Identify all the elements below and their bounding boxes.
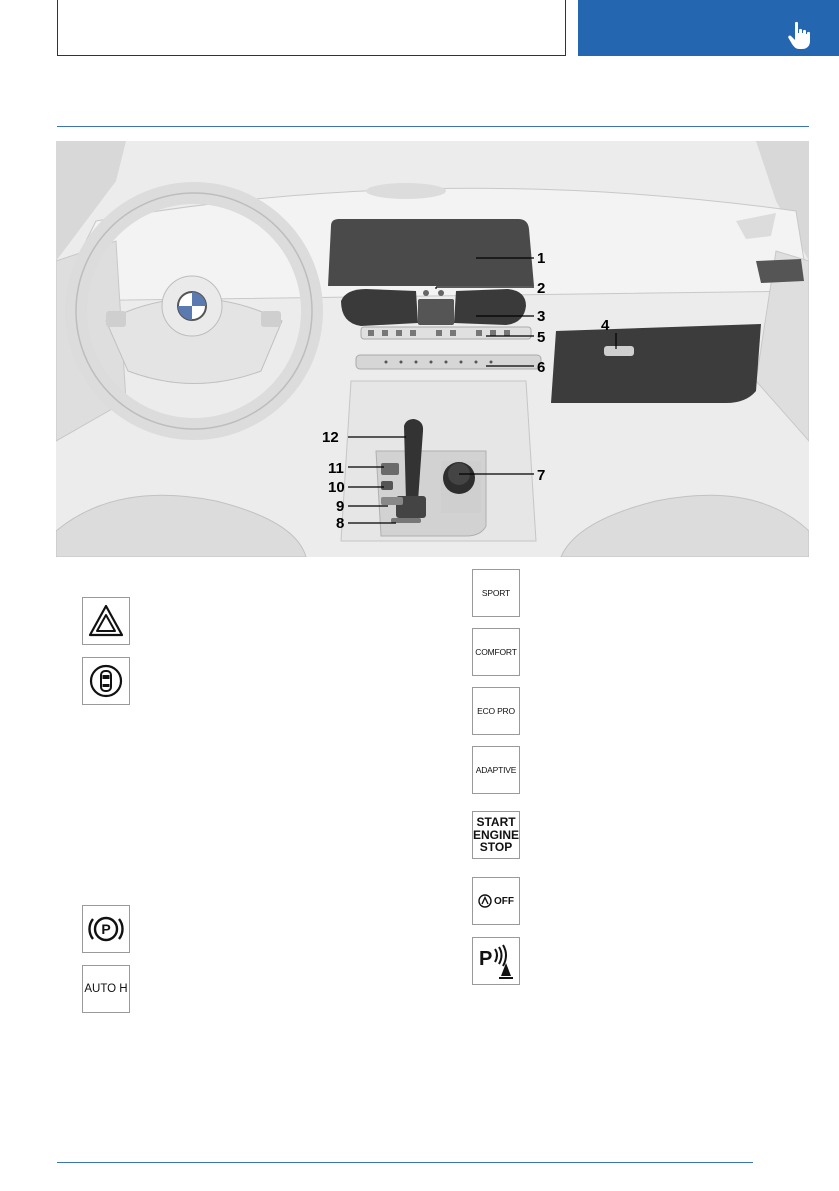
sport-mode-button <box>472 569 520 617</box>
parking-brake-icon <box>82 905 130 953</box>
callout-3: 3 <box>537 308 546 325</box>
auto-h-label: AUTO H <box>84 983 128 995</box>
start-stop-button <box>472 811 520 859</box>
adaptive-label: ADAPTIVE <box>475 765 517 775</box>
callout-9: 9 <box>336 498 345 515</box>
header-title-box <box>57 0 566 56</box>
hazard-warning-icon <box>82 597 130 645</box>
sport-label: SPORT <box>481 588 511 598</box>
callout-10: 10 <box>328 479 345 496</box>
stop-label: STOP <box>479 840 513 855</box>
adaptive-mode-button <box>472 746 520 794</box>
start-label: START <box>476 815 516 830</box>
callout-2: 2 <box>537 280 546 297</box>
svg-text:P: P <box>101 921 111 937</box>
off-label: OFF <box>494 895 514 907</box>
comfort-label: COMFORT <box>475 647 517 657</box>
callout-4: 4 <box>601 317 610 334</box>
central-locking-icon <box>82 657 130 705</box>
callout-11: 11 <box>328 460 344 477</box>
auto-start-stop-icon <box>478 894 492 908</box>
comfort-mode-button <box>472 628 520 676</box>
eco-pro-label: ECO PRO <box>477 706 515 716</box>
cockpit-illustration <box>56 141 809 557</box>
auto-start-stop-off-button <box>472 877 520 925</box>
pdc-p-label: P <box>479 948 493 970</box>
callout-8: 8 <box>336 515 345 532</box>
engine-label: ENGINE <box>473 827 520 842</box>
bottom-divider <box>57 1162 753 1163</box>
top-divider <box>57 126 809 127</box>
callout-12: 12 <box>322 429 339 446</box>
auto-h-button <box>82 965 130 1013</box>
callout-6: 6 <box>537 359 546 376</box>
callout-1: 1 <box>537 250 546 267</box>
hand-pointer-icon <box>787 20 813 50</box>
callout-5: 5 <box>537 329 546 346</box>
callout-7: 7 <box>537 467 546 484</box>
park-distance-control-icon <box>472 937 520 985</box>
eco-pro-mode-button <box>472 687 520 735</box>
header-section-tab[interactable] <box>578 0 839 56</box>
